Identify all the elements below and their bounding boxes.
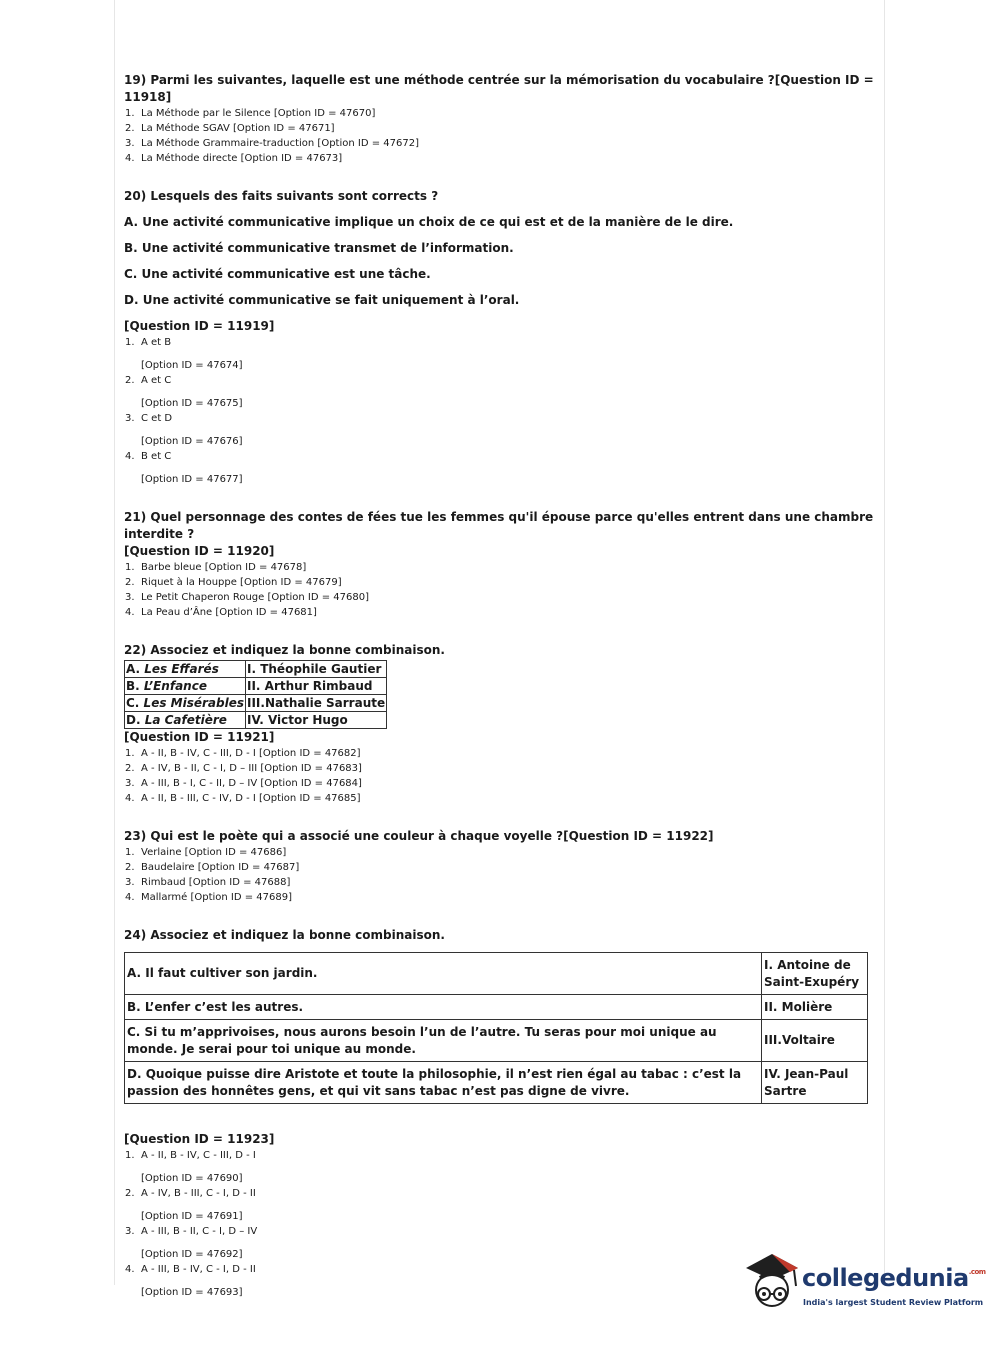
quote-match-table [124, 952, 868, 1104]
option-item: 2. A - IV, B - III, C - I, D - II [125, 1188, 256, 1199]
table-cell: D. La Cafetière [125, 712, 246, 729]
page-margin-left [114, 0, 115, 1285]
table-cell: III.Voltaire [762, 1020, 868, 1062]
table-row [125, 712, 387, 729]
question-22-options [124, 746, 874, 806]
table-cell: C. Si tu m’apprivoises, nous aurons besoin l’un de l’autre. Tu seras pour moi unique au monde. Je serai pour toi unique au monde. [125, 1020, 762, 1062]
option-item: 3. Rimbaud [Option ID = 47688] [125, 877, 291, 888]
table-row [125, 1020, 868, 1062]
option-item: 4. La Méthode directe [Option ID = 47673] [125, 153, 343, 164]
table-row [125, 678, 387, 695]
question-20-title: 20) Lesquels des faits suivants sont corrects ? [124, 189, 439, 203]
question-20 [124, 188, 874, 487]
option-item: 3. Le Petit Chaperon Rouge [Option ID = 47680] [125, 592, 370, 603]
option-item: 1. Barbe bleue [Option ID = 47678] [125, 562, 307, 573]
option-id: [Option ID = 47691] [141, 1211, 243, 1222]
option-item: 4. A - III, B - IV, C - I, D - II [125, 1264, 256, 1275]
option-item: 1. A - II, B - IV, C - III, D - I [Option ID = 47682] [125, 748, 361, 759]
table-cell: B. L’Enfance [125, 678, 246, 695]
option-id: [Option ID = 47693] [141, 1287, 243, 1298]
option-item: 1. A et B [125, 337, 172, 348]
statement-c: C. Une activité communicative est une tâche. [124, 267, 431, 281]
mascot-icon [742, 1248, 802, 1318]
option-item: 3. A - III, B - I, C - II, D – IV [Option ID = 47684] [125, 778, 362, 789]
question-24 [124, 927, 874, 1300]
question-21-options [124, 560, 874, 620]
statement-b: B. Une activité communicative transmet de l’information. [124, 241, 514, 255]
table-cell: A. Les Effarés [125, 661, 246, 678]
table-row [125, 995, 868, 1020]
table-cell: D. Quoique puisse dire Aristote et toute la philosophie, il n’est rien égal au tabac : c’est la passion des honnêtes gens, et qui vit sans tabac n’est pas digne de vivre. [125, 1062, 762, 1104]
table-row [125, 695, 387, 712]
table-row [125, 953, 868, 995]
option-item: 3. A - III, B - II, C - I, D – IV [125, 1226, 258, 1237]
option-item: 4. B et C [125, 451, 172, 462]
option-id: [Option ID = 47692] [141, 1249, 243, 1260]
option-id: [Option ID = 47677] [141, 474, 243, 485]
question-21 [124, 509, 874, 620]
question-21-id: [Question ID = 11920] [124, 544, 275, 558]
option-item: 2. Baudelaire [Option ID = 47687] [125, 862, 300, 873]
option-item: 2. A - IV, B - II, C - I, D – III [Option ID = 47683] [125, 763, 362, 774]
option-id: [Option ID = 47690] [141, 1173, 243, 1184]
table-cell: A. Il faut cultiver son jardin. [125, 953, 762, 995]
option-item: 2. A et C [125, 375, 172, 386]
statement-a: A. Une activité communicative implique un choix de ce qui est et de la manière de le dire. [124, 215, 734, 229]
option-item: 3. La Méthode Grammaire-traduction [Option ID = 47672] [125, 138, 419, 149]
option-item: 2. La Méthode SGAV [Option ID = 47671] [125, 123, 335, 134]
statement-d: D. Une activité communicative se fait uniquement à l’oral. [124, 293, 520, 307]
table-cell: II. Molière [762, 995, 868, 1020]
option-item: 1. A - II, B - IV, C - III, D - I [125, 1150, 256, 1161]
table-cell: III.Nathalie Sarraute [247, 696, 386, 710]
table-cell: B. L’enfer c’est les autres. [125, 995, 762, 1020]
table-row [125, 1062, 868, 1104]
question-19-options [124, 106, 874, 166]
option-item: 1. Verlaine [Option ID = 47686] [125, 847, 287, 858]
question-19-title: 19) Parmi les suivantes, laquelle est une méthode centrée sur la mémorisation du vocabulaire ?[Question ID = 11918] [124, 73, 874, 104]
option-item: 4. La Peau d’Âne [Option ID = 47681] [125, 607, 317, 618]
question-19 [124, 72, 874, 166]
question-content [124, 72, 874, 1300]
option-item: 2. Riquet à la Houppe [Option ID = 47679] [125, 577, 342, 588]
question-23-options [124, 845, 874, 905]
question-22 [124, 642, 874, 806]
table-cell: IV. Jean-Paul Sartre [762, 1062, 868, 1104]
table-row [125, 661, 387, 678]
table-cell: II. Arthur Rimbaud [246, 678, 387, 695]
table-cell: IV. Victor Hugo [246, 712, 387, 729]
option-id: [Option ID = 47675] [141, 398, 243, 409]
question-23-title: 23) Qui est le poète qui a associé une couleur à chaque voyelle ?[Question ID = 11922] [124, 829, 714, 843]
option-item: 3. C et D [125, 413, 173, 424]
question-22-id: [Question ID = 11921] [124, 730, 275, 744]
option-item: 4. Mallarmé [Option ID = 47689] [125, 892, 293, 903]
collegedunia-logo [742, 1246, 986, 1320]
logo-tagline: India's largest Student Review Platform [803, 1298, 984, 1307]
page-margin-right [884, 0, 885, 1285]
question-21-title: 21) Quel personnage des contes de fées tue les femmes qu'il épouse parce qu'elles entrent dans une chambre interdite ? [124, 510, 874, 541]
table-cell: I. Antoine de Saint-Exupéry [762, 953, 868, 995]
question-20-options [124, 335, 874, 487]
question-23 [124, 828, 874, 905]
logo-wordmark: collegedunia$^{.com}$ [802, 1264, 986, 1292]
option-id: [Option ID = 47674] [141, 360, 243, 371]
table-cell: C. Les Misérables [126, 696, 244, 710]
table-cell: I. Théophile Gautier [246, 661, 387, 678]
question-22-title: 22) Associez et indiquez la bonne combinaison. [124, 643, 445, 657]
question-24-title: 24) Associez et indiquez la bonne combinaison. [124, 928, 445, 942]
question-24-id: [Question ID = 11923] [124, 1132, 275, 1146]
match-table [124, 660, 387, 729]
question-20-id: [Question ID = 11919] [124, 319, 275, 333]
option-item: 1. La Méthode par le Silence [Option ID = 47670] [125, 108, 376, 119]
option-item: 4. A - II, B - III, C - IV, D - I [Option ID = 47685] [125, 793, 361, 804]
option-id: [Option ID = 47676] [141, 436, 243, 447]
